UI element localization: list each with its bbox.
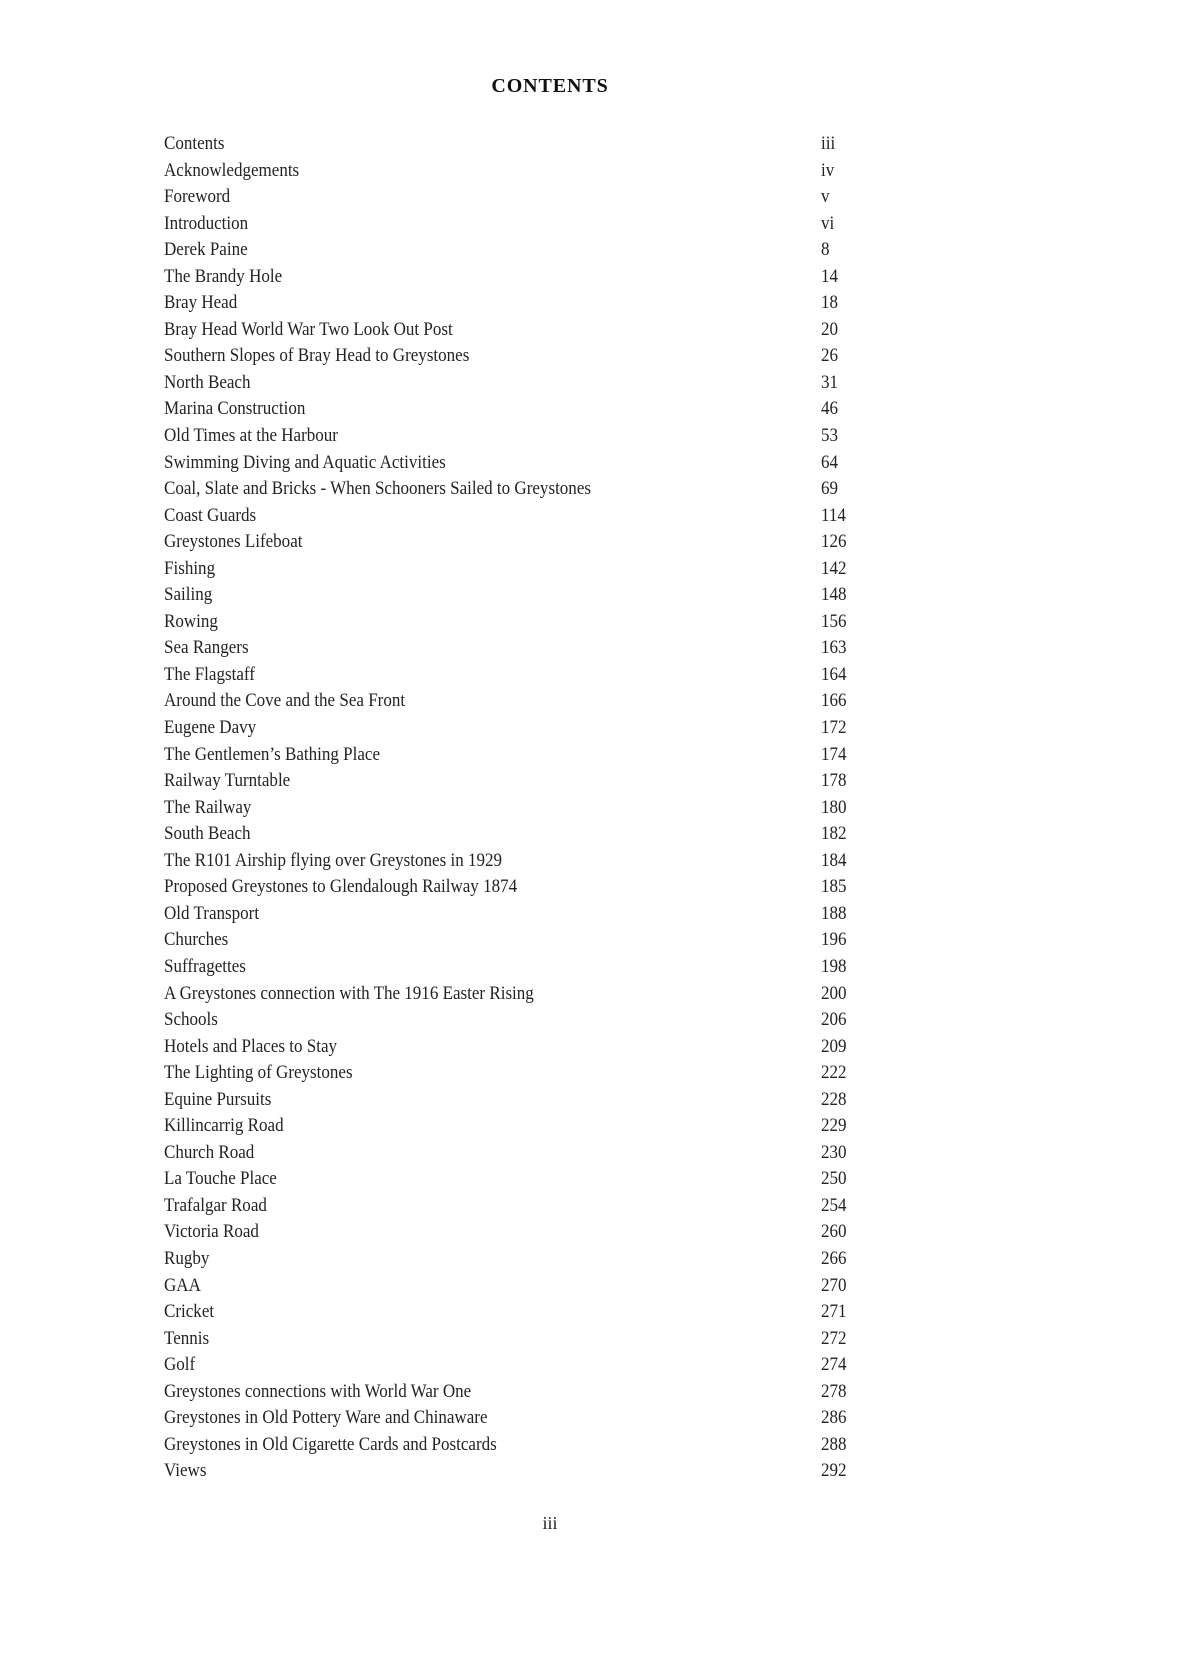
toc-entry-page-number: 254 [821,1195,847,1216]
toc-entry-page-number: 18 [821,293,839,314]
toc-entry-page-number: 53 [821,426,839,447]
toc-entry-title: Trafalgar Road [164,1195,267,1216]
toc-entry-page-number: 286 [821,1408,847,1429]
toc-entry-page-number: 260 [821,1222,847,1243]
toc-entry-title: Railway Turntable [164,771,291,792]
toc-entry[interactable] [164,609,924,636]
toc-entry-title: Acknowledgements [164,160,300,181]
toc-entry[interactable] [164,450,924,477]
page-folio: iii [542,1513,558,1533]
toc-entry-page-number: 14 [821,266,839,287]
toc-entry[interactable] [164,423,924,450]
toc-entry-title: Contents [164,134,225,154]
toc-entry-page-number: 292 [821,1461,847,1482]
toc-entry[interactable] [164,1432,924,1459]
toc-entry[interactable] [164,1060,924,1087]
toc-entry-page-number: 174 [821,744,847,765]
toc-entry-page-number: 206 [821,1010,847,1031]
toc-entry-page-number: 20 [821,319,839,340]
toc-entry[interactable] [164,635,924,662]
toc-entry-title: The Gentlemen’s Bathing Place [164,744,381,765]
toc-entry[interactable] [164,795,924,822]
toc-entry-page-number: 142 [821,558,847,579]
toc-entry-title: Coast Guards [164,505,257,526]
toc-entry[interactable] [164,981,924,1008]
toc-entry-title: Rowing [164,611,218,632]
toc-entry[interactable] [164,237,924,264]
toc-entry-title: Southern Slopes of Bray Head to Greystones [164,346,470,367]
toc-entry-title: Victoria Road [164,1222,259,1243]
toc-entry-page-number: 270 [821,1275,847,1296]
toc-entry-page-number: 288 [821,1434,847,1455]
toc-entry[interactable] [164,927,924,954]
toc-entry-page-number: 271 [821,1302,847,1323]
toc-entry[interactable] [164,821,924,848]
toc-entry[interactable] [164,476,924,503]
toc-entry[interactable] [164,715,924,742]
toc-entry-title: Foreword [164,187,231,208]
toc-entry-page-number: 198 [821,956,847,977]
toc-entry[interactable] [164,1193,924,1220]
toc-entry-page-number: 166 [821,691,847,712]
toc-entry-title: Golf [164,1355,196,1376]
toc-entry-page-number: 184 [821,850,847,871]
toc-entry[interactable] [164,1458,924,1485]
toc-entry[interactable] [164,1219,924,1246]
toc-entry-title: Greystones in Old Pottery Ware and Chinaware [164,1408,488,1429]
toc-entry[interactable] [164,1166,924,1193]
toc-entry-title: Bray Head [164,293,238,314]
toc-entry[interactable] [164,768,924,795]
toc-entry-title: The Brandy Hole [164,266,283,287]
toc-entry-page-number: 8 [821,240,830,261]
toc-entry[interactable] [164,264,924,291]
toc-entry-page-number: 230 [821,1142,847,1163]
toc-entry-page-number: 126 [821,532,847,553]
toc-entry-title: Rugby [164,1248,210,1269]
toc-entry-title: Swimming Diving and Aquatic Activities [164,452,446,473]
toc-entry[interactable] [164,1379,924,1406]
toc-entry-title: Old Transport [164,903,260,924]
toc-entry[interactable] [164,662,924,689]
toc-entry[interactable] [164,1087,924,1114]
toc-entry-page-number: 164 [821,664,847,685]
toc-entry[interactable] [164,158,924,185]
toc-entry-page-number: 222 [821,1063,847,1084]
page-title: CONTENTS [491,75,609,97]
toc-entry-title: The Railway [164,797,252,818]
toc-entry-page-number: 229 [821,1116,847,1137]
toc-entry-page-number: 228 [821,1089,847,1110]
toc-entry[interactable] [164,1140,924,1167]
toc-entry-title: Hotels and Places to Stay [164,1036,338,1057]
toc-entry-title: Views [164,1461,207,1482]
toc-entry[interactable] [164,556,924,583]
toc-entry[interactable] [164,1352,924,1379]
toc-entry-title: Killincarrig Road [164,1116,284,1137]
toc-entry-page-number: 156 [821,611,847,632]
toc-entry-page-number: 180 [821,797,847,818]
toc-entry-title: Sailing [164,585,213,606]
toc-entry-title: GAA [164,1275,201,1296]
toc-entry[interactable] [164,848,924,875]
toc-entry-title: Marina Construction [164,399,306,420]
toc-entry-page-number: 185 [821,877,847,898]
toc-entry[interactable] [164,1326,924,1353]
toc-entry-page-number: vi [821,213,835,234]
toc-entry-title: Suffragettes [164,956,246,977]
toc-entry-title: Tennis [164,1328,210,1349]
toc-entry[interactable] [164,529,924,556]
toc-entry-page-number: 182 [821,824,847,845]
toc-entry-title: The R101 Airship flying over Greystones in 1929 [164,850,502,871]
toc-entry[interactable] [164,688,924,715]
toc-entry[interactable] [164,503,924,530]
toc-entry[interactable] [164,343,924,370]
toc-entry-page-number: 26 [821,346,839,367]
toc-entry-title: South Beach [164,824,251,845]
toc-entry[interactable] [164,1405,924,1432]
toc-entry[interactable] [164,1007,924,1034]
toc-entry[interactable] [164,131,924,158]
toc-entry[interactable] [164,211,924,238]
toc-entry-title: Proposed Greystones to Glendalough Railway 1874 [164,877,518,898]
toc-entry-page-number: 274 [821,1355,847,1376]
toc-entry-page-number: 163 [821,638,847,659]
toc-entry-title: North Beach [164,372,251,393]
toc-entry-title: Greystones connections with World War One [164,1381,472,1402]
toc-entry-title: The Flagstaff [164,664,255,685]
toc-entry[interactable] [164,1273,924,1300]
toc-entry-title: Derek Paine [164,240,248,261]
toc-entry[interactable] [164,1113,924,1140]
toc-entry-title: La Touche Place [164,1169,277,1190]
toc-entry[interactable] [164,874,924,901]
toc-entry-title: Around the Cove and the Sea Front [164,691,406,712]
toc-entry-title: Church Road [164,1142,255,1163]
toc-entry-page-number: v [821,187,830,208]
toc-entry-page-number: 266 [821,1248,847,1269]
toc-entry[interactable] [164,742,924,769]
toc-entry[interactable] [164,1246,924,1273]
toc-entry-title: Churches [164,930,229,951]
toc-entry-page-number: 209 [821,1036,847,1057]
toc-entry[interactable] [164,370,924,397]
toc-entry[interactable] [164,184,924,211]
toc-entry-title: Eugene Davy [164,718,257,739]
toc-entry-page-number: 64 [821,452,839,473]
toc-entry-page-number: 148 [821,585,847,606]
toc-entry-title: Greystones Lifeboat [164,532,303,553]
toc-entry[interactable] [164,1034,924,1061]
toc-entry-page-number: 178 [821,771,847,792]
toc-entry[interactable] [164,396,924,423]
toc-entry-page-number: iv [821,160,835,181]
toc-entry-title: Schools [164,1010,218,1031]
toc-entry-title: Introduction [164,213,249,234]
toc-entry[interactable] [164,317,924,344]
toc-entry-title: Equine Pursuits [164,1089,272,1110]
toc-entry-page-number: 31 [821,372,839,393]
toc-entry-title: Old Times at the Harbour [164,426,338,447]
toc-entry[interactable] [164,290,924,317]
toc-entry-title: A Greystones connection with The 1916 Easter Rising [164,983,534,1004]
toc-entry[interactable] [164,1299,924,1326]
toc-entry-page-number: 46 [821,399,839,420]
toc-entry-title: Fishing [164,558,216,579]
toc-entry[interactable] [164,582,924,609]
toc-entry-page-number: 272 [821,1328,847,1349]
toc-entry-page-number: 172 [821,718,847,739]
toc-entry-page-number: 114 [821,505,846,526]
toc-entry[interactable] [164,901,924,928]
toc-entry-title: Cricket [164,1302,215,1323]
toc-entry-page-number: 278 [821,1381,847,1402]
toc-entry-page-number: 250 [821,1169,847,1190]
toc-entry-page-number: 196 [821,930,847,951]
toc-entry-title: The Lighting of Greystones [164,1063,353,1084]
table-of-contents [164,131,924,1485]
toc-entry-title: Greystones in Old Cigarette Cards and Postcards [164,1434,497,1455]
toc-entry-page-number: 69 [821,479,839,500]
toc-entry-title: Coal, Slate and Bricks - When Schooners Sailed to Greystones [164,479,592,500]
toc-entry-title: Sea Rangers [164,638,249,659]
toc-entry-page-number: 200 [821,983,847,1004]
toc-entry[interactable] [164,954,924,981]
toc-entry-title: Bray Head World War Two Look Out Post [164,319,453,340]
toc-entry-page-number: iii [821,134,836,154]
toc-entry-page-number: 188 [821,903,847,924]
